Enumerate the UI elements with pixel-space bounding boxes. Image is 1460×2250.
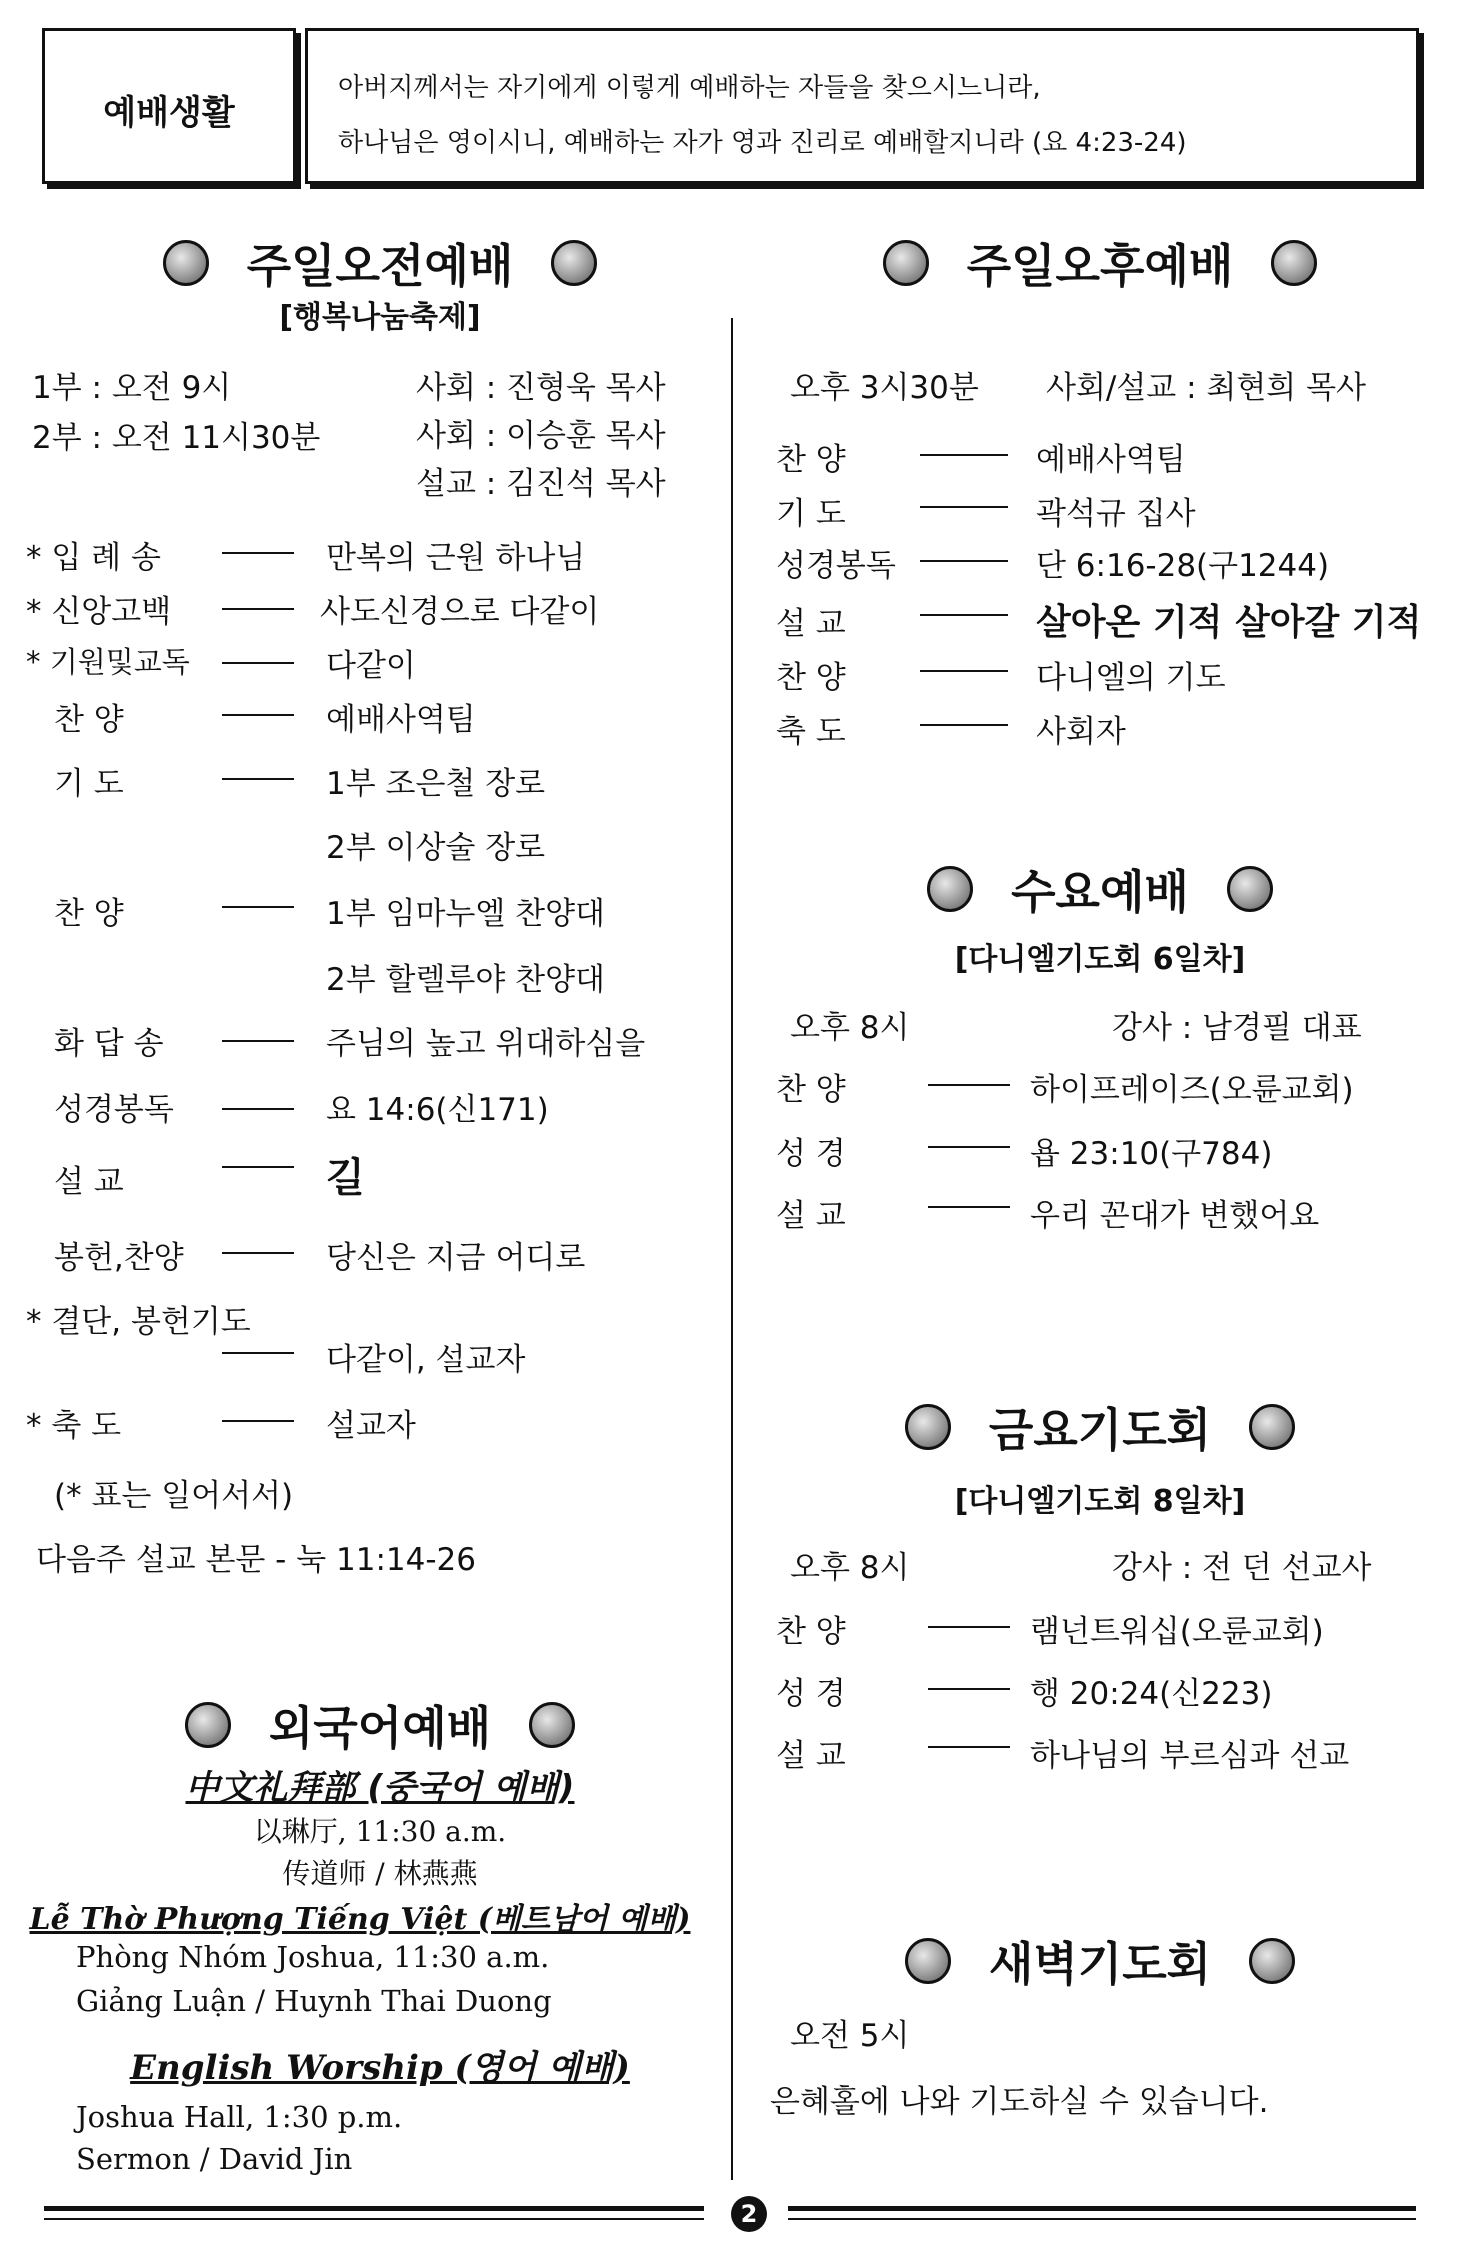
sermon-title: 길 [326, 1155, 365, 1201]
order-value: 하이프레이즈(오륜교회) [1030, 1072, 1354, 1108]
order-label: * 기원및교독 [26, 645, 190, 679]
order-value: 설교자 [326, 1408, 416, 1444]
dash-line [928, 1084, 1010, 1086]
friday-heading [760, 1394, 1440, 1460]
dash-line [222, 608, 294, 610]
afternoon-time: 오후 3시30분 [790, 370, 979, 406]
friday-subtitle: [다니엘기도회 8일차] [954, 1484, 1246, 1519]
wednesday-heading [760, 856, 1440, 922]
order-label: * 신앙고백 [26, 594, 172, 630]
page-number: 2 [731, 2196, 767, 2232]
order-value: 2부 할렐루야 찬양대 [326, 962, 605, 998]
header-title-box [42, 28, 296, 184]
order-label: 성 경 [776, 1136, 846, 1172]
bullet-icon [1271, 240, 1317, 286]
order-value: 당신은 지금 어디로 [326, 1240, 586, 1276]
order-value: 우리 꼰대가 변했어요 [1030, 1198, 1320, 1234]
bullet-icon [883, 240, 929, 286]
order-label: 기 도 [776, 496, 846, 532]
order-label: 설 교 [776, 1738, 846, 1774]
order-label: 찬 양 [54, 702, 124, 738]
dawn-title: 새벽기도회 [988, 1937, 1212, 1991]
dash-line [222, 1108, 294, 1110]
english-line-1: Joshua Hall, 1:30 p.m. [76, 2100, 403, 2134]
order-value: 하나님의 부르심과 선교 [1030, 1738, 1350, 1774]
order-value: 요 14:6(신171) [326, 1092, 549, 1128]
order-value: 다같이 [326, 648, 416, 684]
viet-line-2: Giảng Luận / Huynh Thai Duong [76, 1984, 552, 2018]
chinese-title: 中文礼拜部 (중국어 예배) [185, 1768, 575, 1808]
foreign-heading [40, 1692, 720, 1758]
footer-rule [788, 2206, 1416, 2211]
order-value: 다니엘의 기도 [1036, 660, 1226, 696]
afternoon-leader: 사회/설교 : 최현희 목사 [1046, 370, 1366, 406]
sunday-afternoon-title: 주일오후예배 [966, 239, 1234, 293]
english-line-2: Sermon / David Jin [76, 2142, 353, 2176]
dash-line [920, 724, 1008, 726]
order-value: 1부 조은철 장로 [326, 766, 546, 802]
order-value: 예배사역팀 [1036, 442, 1186, 478]
dash-line [222, 552, 294, 554]
dawn-note: 은혜홀에 나와 기도하실 수 있습니다. [770, 2084, 1269, 2120]
order-value: 욥 23:10(구784) [1030, 1136, 1273, 1172]
order-label: 찬 양 [54, 896, 124, 932]
order-value: 행 20:24(신223) [1030, 1676, 1273, 1712]
dash-line [920, 670, 1008, 672]
order-label: 설 교 [54, 1164, 124, 1200]
friday-time: 오후 8시 [790, 1550, 910, 1586]
dash-line [920, 614, 1008, 616]
order-label: 축 도 [776, 714, 846, 750]
bullet-icon [163, 240, 209, 286]
dash-line [928, 1626, 1010, 1628]
order-value: 사회자 [1036, 714, 1126, 750]
dash-line [222, 906, 294, 908]
order-label: 성경봉독 [776, 548, 896, 584]
leader-1: 사회 : 진형욱 목사 [416, 370, 666, 406]
dash-line [222, 1352, 294, 1354]
verse-line-1: 아버지께서는 자기에게 이렇게 예배하는 자들을 찾으시느니라, [338, 73, 1041, 103]
order-label: 성 경 [776, 1676, 846, 1712]
dash-line [920, 506, 1008, 508]
service2-time: 2부 : 오전 11시30분 [32, 420, 321, 456]
bullet-icon [185, 1702, 231, 1748]
sunday-morning-heading [40, 230, 720, 296]
order-label: 찬 양 [776, 442, 846, 478]
wednesday-speaker: 강사 : 남경필 대표 [1112, 1010, 1362, 1046]
order-value: 사도신경으로 다같이 [320, 594, 600, 630]
bullet-icon [1227, 866, 1273, 912]
order-label: * 결단, 봉헌기도 [26, 1304, 251, 1340]
order-value: 2부 이상술 장로 [326, 830, 546, 866]
footer-rule [44, 2218, 704, 2220]
foreign-title: 외국어예배 [268, 1701, 492, 1755]
dawn-time: 오전 5시 [790, 2018, 910, 2054]
order-label: 찬 양 [776, 1614, 846, 1650]
dash-line [920, 454, 1008, 456]
order-value: 곽석규 집사 [1036, 496, 1196, 532]
order-label: * 축 도 [26, 1408, 122, 1444]
sunday-morning-title: 주일오전예배 [246, 239, 514, 293]
wednesday-title: 수요예배 [1011, 865, 1189, 919]
leader-2: 사회 : 이승훈 목사 [416, 418, 666, 454]
order-label: 찬 양 [776, 1072, 846, 1108]
footer-rule [788, 2218, 1416, 2220]
service1-time: 1부 : 오전 9시 [32, 370, 232, 406]
bullet-icon [1249, 1938, 1295, 1984]
bullet-icon [927, 866, 973, 912]
dash-line [928, 1206, 1010, 1208]
bullet-icon [529, 1702, 575, 1748]
dash-line [222, 1166, 294, 1168]
order-label: 화 답 송 [54, 1026, 164, 1062]
friday-speaker: 강사 : 전 던 선교사 [1112, 1550, 1372, 1586]
order-label: 성경봉독 [54, 1092, 174, 1128]
header-verse [338, 61, 1187, 171]
bullet-icon [551, 240, 597, 286]
english-title: English Worship (영어 예배) [130, 2048, 630, 2088]
chinese-line-2: 传道师 / 林燕燕 [282, 1857, 478, 1890]
header-title: 예배생활 [103, 93, 235, 133]
dash-line [928, 1746, 1010, 1748]
dash-line [222, 1252, 294, 1254]
order-value: 다같이, 설교자 [326, 1342, 526, 1378]
order-value: 주님의 높고 위대하심을 [326, 1026, 646, 1062]
bullet-icon [905, 1938, 951, 1984]
order-value: 예배사역팀 [326, 702, 476, 738]
order-value: 만복의 근원 하나님 [326, 540, 586, 576]
dash-line [928, 1146, 1010, 1148]
order-label: 설 교 [776, 1198, 846, 1234]
next-week-sermon: 다음주 설교 본문 - 눅 11:14-26 [36, 1542, 476, 1578]
dawn-heading [760, 1928, 1440, 1994]
order-label: 설 교 [776, 606, 846, 642]
column-divider [731, 318, 733, 2180]
order-label: 찬 양 [776, 660, 846, 696]
dash-line [222, 1420, 294, 1422]
dash-line [920, 560, 1008, 562]
dash-line [222, 714, 294, 716]
wednesday-subtitle: [다니엘기도회 6일차] [954, 942, 1246, 977]
afternoon-sermon-title: 살아온 기적 살아갈 기적 [1036, 602, 1422, 643]
wednesday-time: 오후 8시 [790, 1010, 910, 1046]
footer-rule [44, 2206, 704, 2211]
friday-title: 금요기도회 [988, 1403, 1212, 1457]
order-value: 단 6:16-28(구1244) [1036, 548, 1330, 584]
dash-line [222, 778, 294, 780]
dash-line [222, 662, 294, 664]
preacher: 설교 : 김진석 목사 [416, 466, 666, 502]
viet-line-1: Phòng Nhóm Joshua, 11:30 a.m. [76, 1940, 550, 1974]
header-verse-box [305, 28, 1419, 184]
sunday-afternoon-heading [760, 230, 1440, 296]
order-value: 1부 임마누엘 찬양대 [326, 896, 605, 932]
order-label: 기 도 [54, 766, 124, 802]
verse-line-2: 하나님은 영이시니, 예배하는 자가 영과 진리로 예배할지니라 (요 4:23-24) [338, 128, 1187, 158]
order-value: 램넌트워십(오륜교회) [1030, 1614, 1324, 1650]
sunday-morning-subtitle: [행복나눔축제] [279, 300, 481, 335]
order-label: 봉헌,찬양 [54, 1240, 184, 1276]
dash-line [928, 1688, 1010, 1690]
chinese-line-1: 以琳厅, 11:30 a.m. [253, 1815, 507, 1848]
bullet-icon [905, 1404, 951, 1450]
order-label: * 입 례 송 [26, 540, 161, 576]
dash-line [222, 1040, 294, 1042]
standing-note: (* 표는 일어서서) [54, 1478, 294, 1514]
bullet-icon [1249, 1404, 1295, 1450]
viet-title: Lễ Thờ Phượng Tiếng Việt (베트남어 예배) [29, 1902, 691, 1937]
